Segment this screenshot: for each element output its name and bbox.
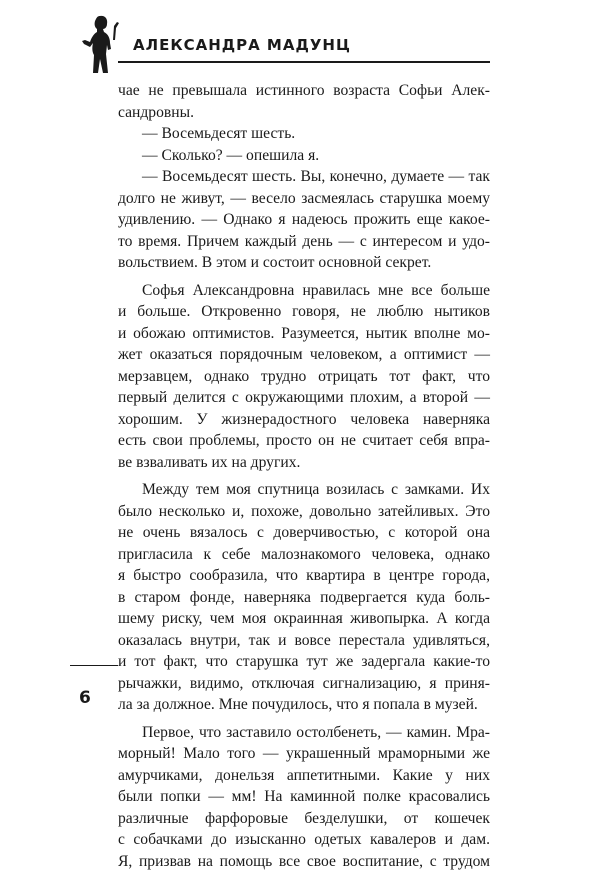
text-line: чае не превышала истинного возраста Софьи Алек- [118, 80, 490, 102]
text-line: то время. Причем каждый день — с интересом и удо- [118, 231, 490, 253]
text-line: и обожаю оптимистов. Разумеется, нытик вполне мо- [118, 323, 490, 345]
text-line: Первое, что заставило остолбенеть, — камин. Мра- [118, 722, 490, 744]
text-line: долго не живут, — весело засмеялась старушка моему [118, 188, 490, 210]
text-line: ве взваливать их на других. [118, 452, 490, 474]
text-line: Я, призвав на помощь все свое воспитание, с трудом [118, 851, 490, 872]
text-line: удивлению. — Однако я надеюсь прожить еще какое- [118, 209, 490, 231]
text-line: оказалась внутри, так и вовсе перестала удивляться, [118, 630, 490, 652]
text-line: ла за должное. Мне почудилось, что я попала в музей. [118, 694, 490, 716]
text-line: жет оказаться порядочным человеком, а оптимист — [118, 344, 490, 366]
footer-rule [70, 665, 118, 666]
running-head: АЛЕКСАНДРА МАДУНЦ [133, 36, 351, 54]
woman-silhouette-icon [70, 14, 126, 74]
text-line: различные фарфоровые безделушки, от кошечек [118, 808, 490, 830]
text-line: пригласила к себе малознакомого человека, однако [118, 544, 490, 566]
text-line: Между тем моя спутница возилась с замками. Их [118, 479, 490, 501]
text-line: морный! Мало того — украшенный мраморными же [118, 743, 490, 765]
header-rule [118, 61, 490, 63]
text-line: сандровны. [118, 102, 490, 124]
text-line: с собачками до изысканно одетых кавалеров и дам. [118, 829, 490, 851]
text-line: первый делится с окружающими плохим, а второй — [118, 387, 490, 409]
text-line: шему риску, чем моя окраинная живопырка. А когда [118, 608, 490, 630]
page-number: 6 [79, 688, 91, 708]
text-line: — Восемьдесят шесть. Вы, конечно, думаете — так [118, 166, 490, 188]
body-text [118, 80, 490, 872]
text-line: было несколько и, похоже, довольно затейливых. Это [118, 501, 490, 523]
text-line: и тот факт, что старушка тут же задергала какие-то [118, 651, 490, 673]
text-line: — Сколько? — опешила я. [118, 145, 490, 167]
text-line: вольствием. В этом и состоит основной секрет. [118, 252, 490, 274]
text-line: — Восемьдесят шесть. [118, 123, 490, 145]
text-line: мерзавцем, однако трудно отрицать тот факт, что [118, 366, 490, 388]
text-line: в старом фонде, наверняка подвергается куда боль- [118, 587, 490, 609]
text-line: не очень вязалось с доверчивостью, с которой она [118, 522, 490, 544]
text-line: есть свои проблемы, просто он не считает себя впра- [118, 430, 490, 452]
text-line: рычажки, видимо, отключая сигнализацию, я приня- [118, 673, 490, 695]
text-line: и больше. Откровенно говоря, не люблю нытиков [118, 301, 490, 323]
text-line: хорошим. У жизнерадостного человека наверняка [118, 409, 490, 431]
text-line: я быстро сообразила, что квартира в центре города, [118, 565, 490, 587]
text-line: были попки — мм! На каминной полке красовались [118, 786, 490, 808]
text-line: Софья Александровна нравилась мне все больше [118, 280, 490, 302]
text-line: амурчиками, донельзя аппетитными. Какие у них [118, 765, 490, 787]
